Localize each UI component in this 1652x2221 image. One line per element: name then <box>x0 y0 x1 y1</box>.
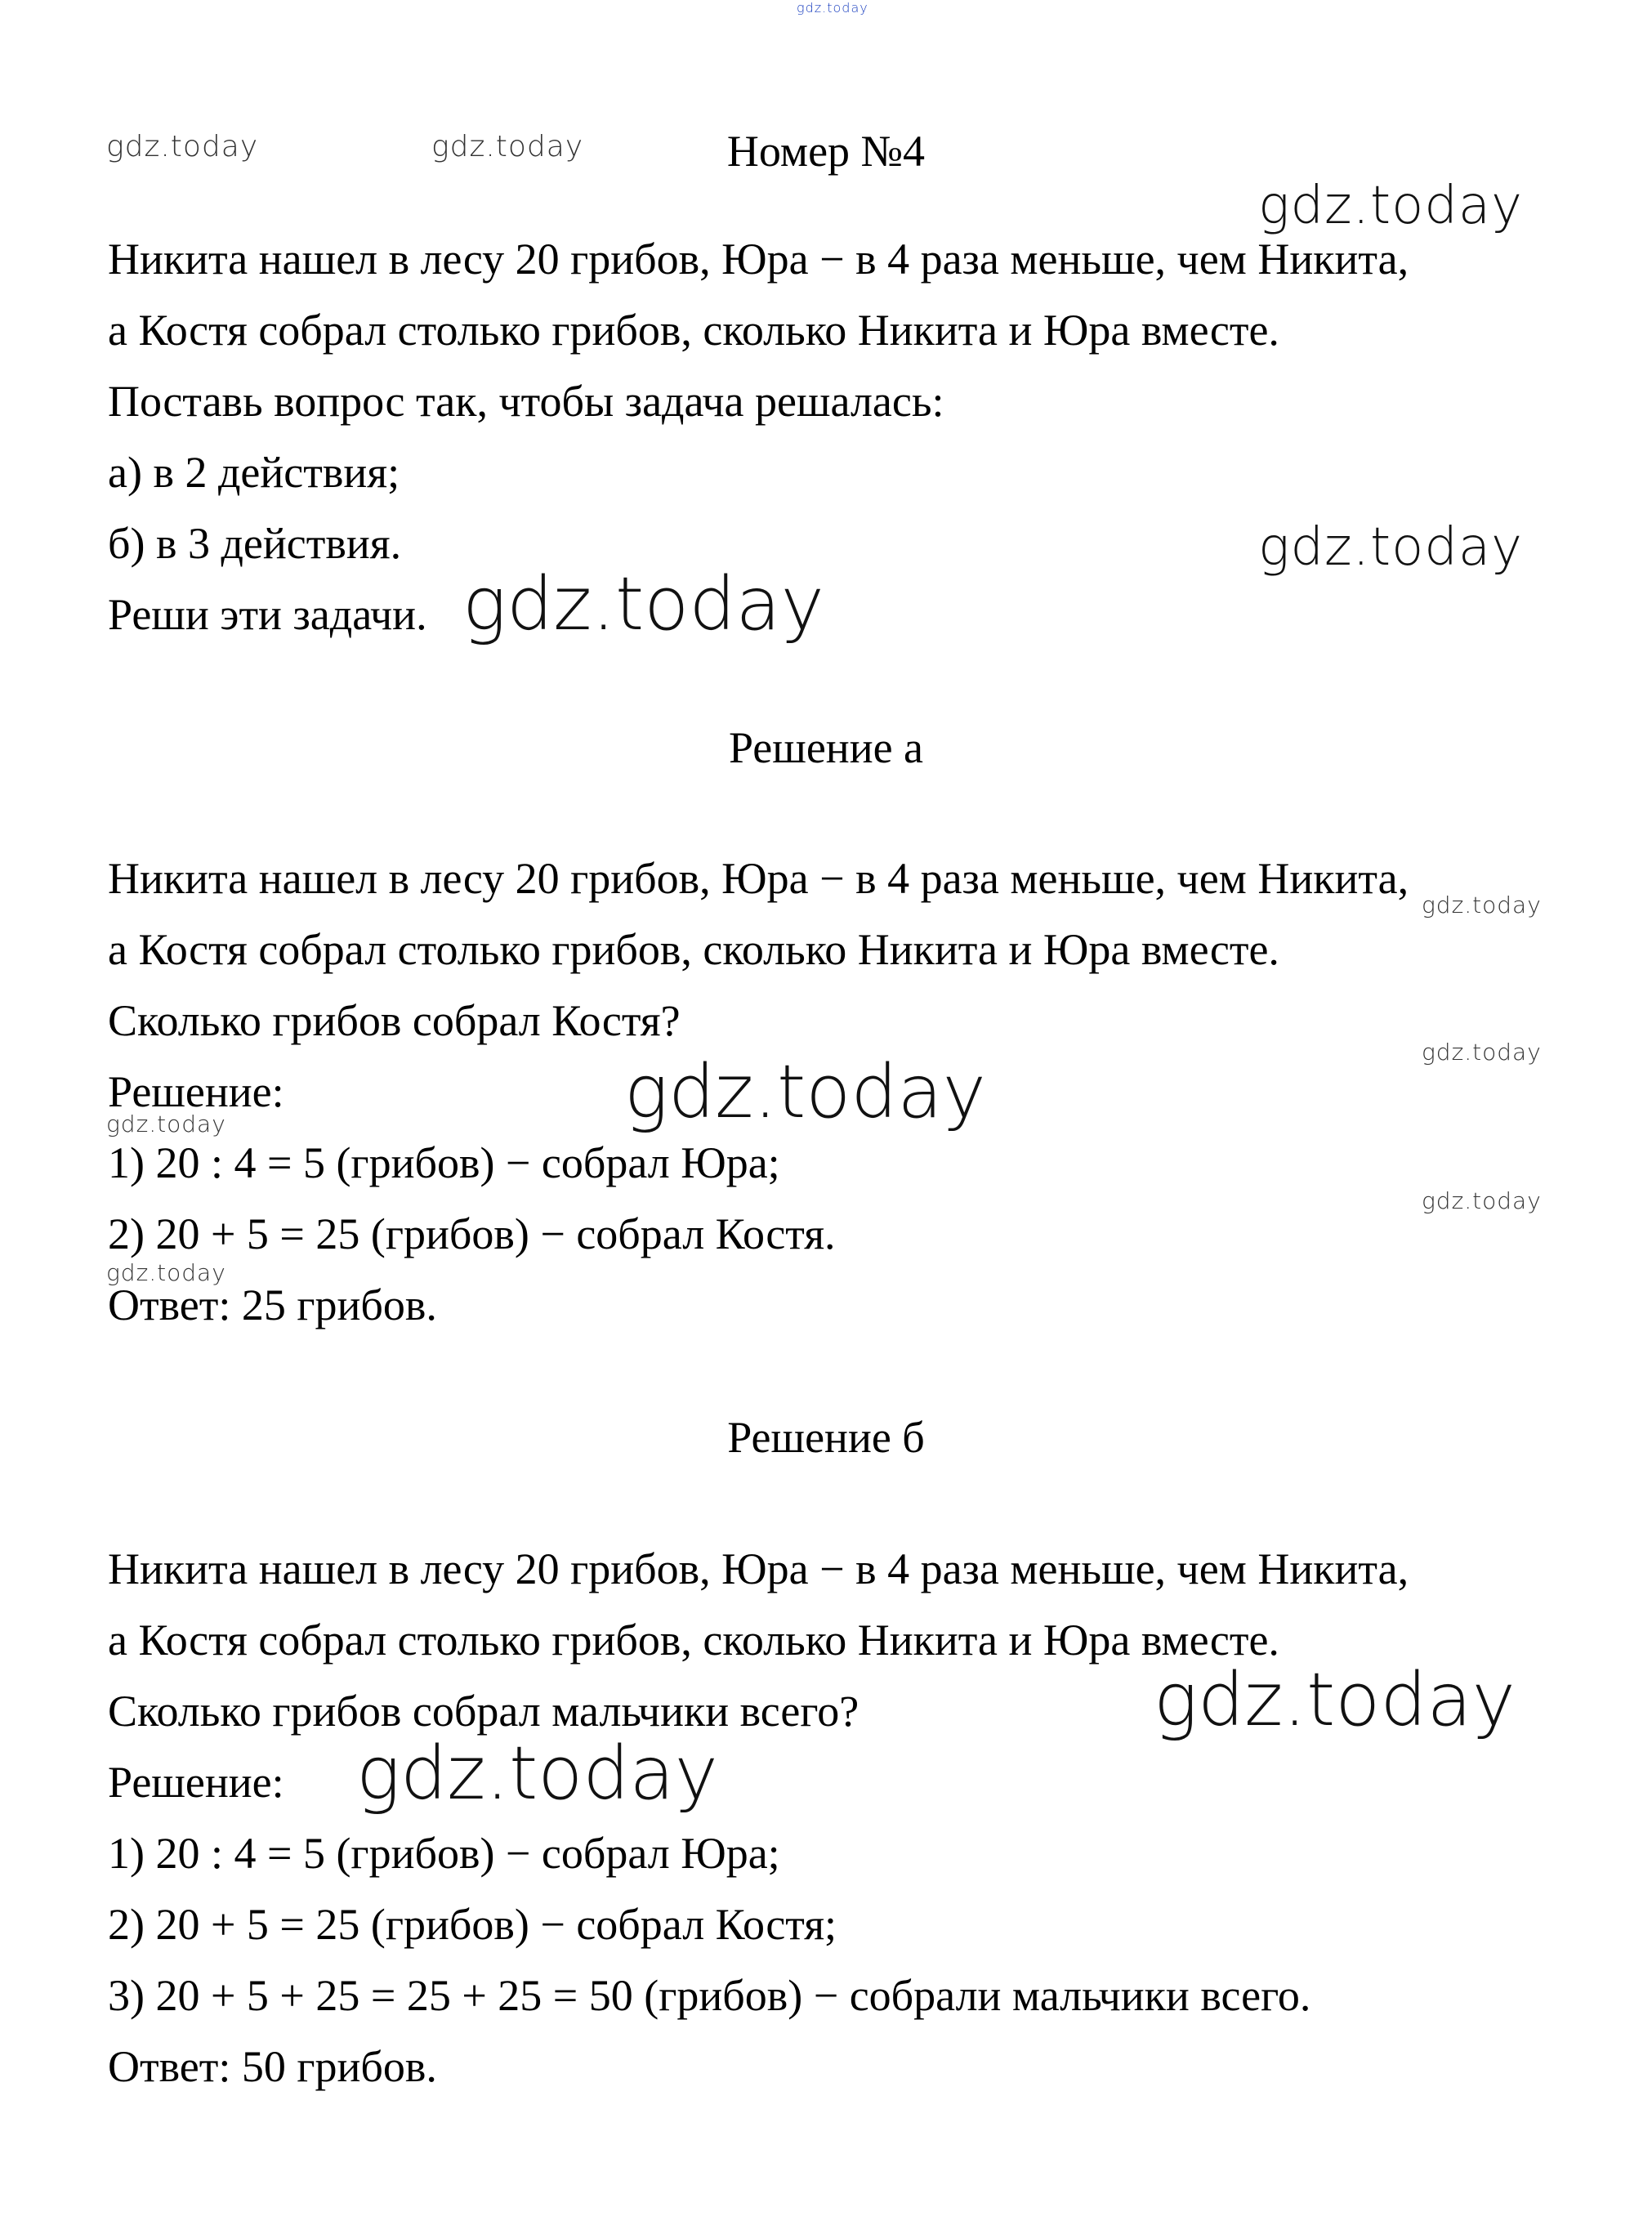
task-instruction: Реши эти задачи. <box>108 590 427 639</box>
watermark: gdz.today <box>1258 176 1523 236</box>
task-text-line: Никита нашел в лесу 20 грибов, Юра − в 4 раза меньше, чем Никита, <box>108 235 1409 284</box>
solution-b-step: 2) 20 + 5 = 25 (грибов) − собрал Костя; <box>108 1900 837 1949</box>
solution-a-line: Никита нашел в лесу 20 грибов, Юра − в 4 раза меньше, чем Никита, <box>108 854 1409 903</box>
watermark: gdz.today <box>106 130 259 163</box>
solution-b-line: Никита нашел в лесу 20 грибов, Юра − в 4 раза меньше, чем Никита, <box>108 1544 1409 1593</box>
watermark-top: gdz.today <box>797 0 868 16</box>
solution-a-answer: Ответ: 25 грибов. <box>108 1280 437 1329</box>
solution-a-step: 1) 20 : 4 = 5 (грибов) − собрал Юра; <box>108 1138 780 1187</box>
watermark: gdz.today <box>431 130 584 163</box>
watermark: gdz.today <box>1422 1187 1542 1214</box>
solution-a-step: 2) 20 + 5 = 25 (грибов) − собрал Костя. <box>108 1209 836 1258</box>
watermark: gdz.today <box>1422 892 1542 918</box>
watermark: gdz.today <box>462 561 824 647</box>
task-option-b: б) в 3 действия. <box>108 519 402 568</box>
watermark: gdz.today <box>1258 517 1523 578</box>
solution-b-line: а Костя собрал столько грибов, сколько Никита и Юра вместе. <box>108 1615 1279 1665</box>
solution-b-question: Сколько грибов собрал мальчики всего? <box>108 1687 859 1736</box>
task-option-a: а) в 2 действия; <box>108 448 400 497</box>
watermark: gdz.today <box>1422 1039 1542 1066</box>
solution-b-label: Решение: <box>108 1758 284 1807</box>
watermark: gdz.today <box>356 1731 718 1817</box>
task-text-line: Поставь вопрос так, чтобы задача решалась: <box>108 377 944 426</box>
watermark: gdz.today <box>106 1259 226 1286</box>
task-text-line: а Костя собрал столько грибов, сколько Никита и Юра вместе. <box>108 306 1279 355</box>
solution-a-label: Решение: <box>108 1067 284 1116</box>
task-title: Номер №4 <box>726 127 926 176</box>
solution-a-line: а Костя собрал столько грибов, сколько Никита и Юра вместе. <box>108 925 1279 974</box>
solution-b-step: 3) 20 + 5 + 25 = 25 + 25 = 50 (грибов) − собрали мальчики всего. <box>108 1971 1311 2020</box>
solution-a-question: Сколько грибов собрал Костя? <box>108 996 681 1045</box>
watermark: gdz.today <box>624 1049 986 1135</box>
solution-b-answer: Ответ: 50 грибов. <box>108 2042 437 2091</box>
solution-b-step: 1) 20 : 4 = 5 (грибов) − собрал Юра; <box>108 1829 780 1878</box>
solution-b-title: Решение б <box>727 1413 925 1462</box>
solution-a-title: Решение а <box>728 723 924 772</box>
watermark: gdz.today <box>106 1110 226 1137</box>
watermark: gdz.today <box>1154 1657 1516 1743</box>
